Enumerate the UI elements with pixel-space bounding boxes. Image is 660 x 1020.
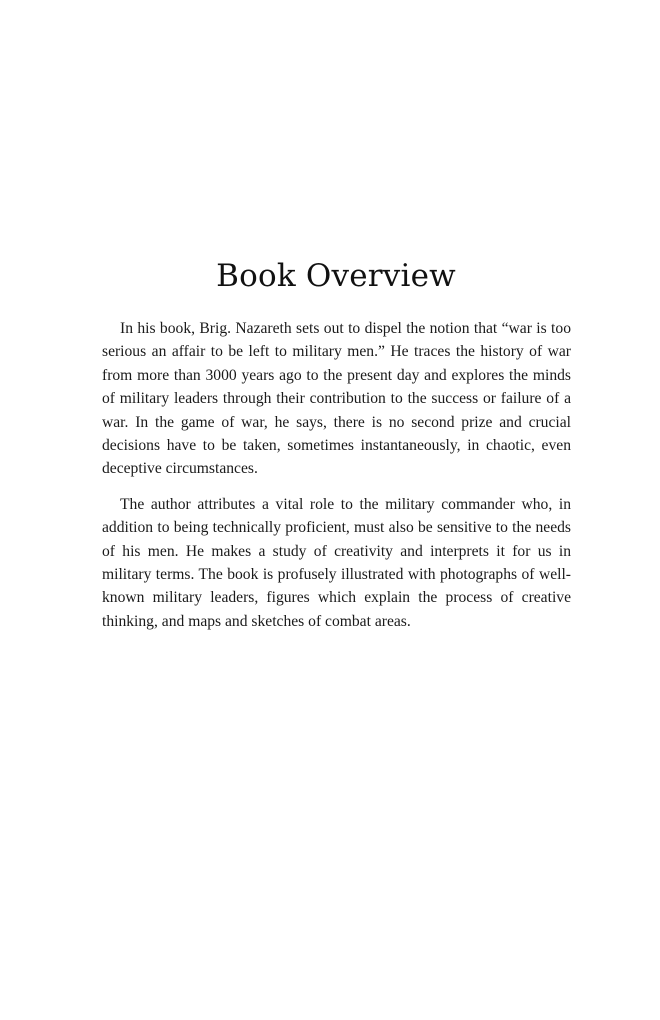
overview-body	[102, 317, 571, 645]
paragraph-1: In his book, Brig. Nazareth sets out to dispel the notion that “war is too serious an affair to be left to military men.” He traces the history of war from more than 3000 years ago to the present day and explores the minds of military leaders through their contribution to the success or failure of a war. In the game of war, he says, there is no second prize and crucial decisions have to be taken, sometimes instantaneously, in chaotic, even deceptive circumstances.	[102, 320, 571, 478]
paragraph-2: The author attributes a vital role to the military commander who, in addition to being technically proficient, must also be sensitive to the needs of his men. He makes a study of creativity and interprets it for us in military terms. The book is profusely illustrated with photographs of well-known military leaders, figures which explain the process of creative thinking, and maps and sketches of combat areas.	[102, 495, 571, 630]
page-title: Book Overview	[216, 258, 456, 294]
